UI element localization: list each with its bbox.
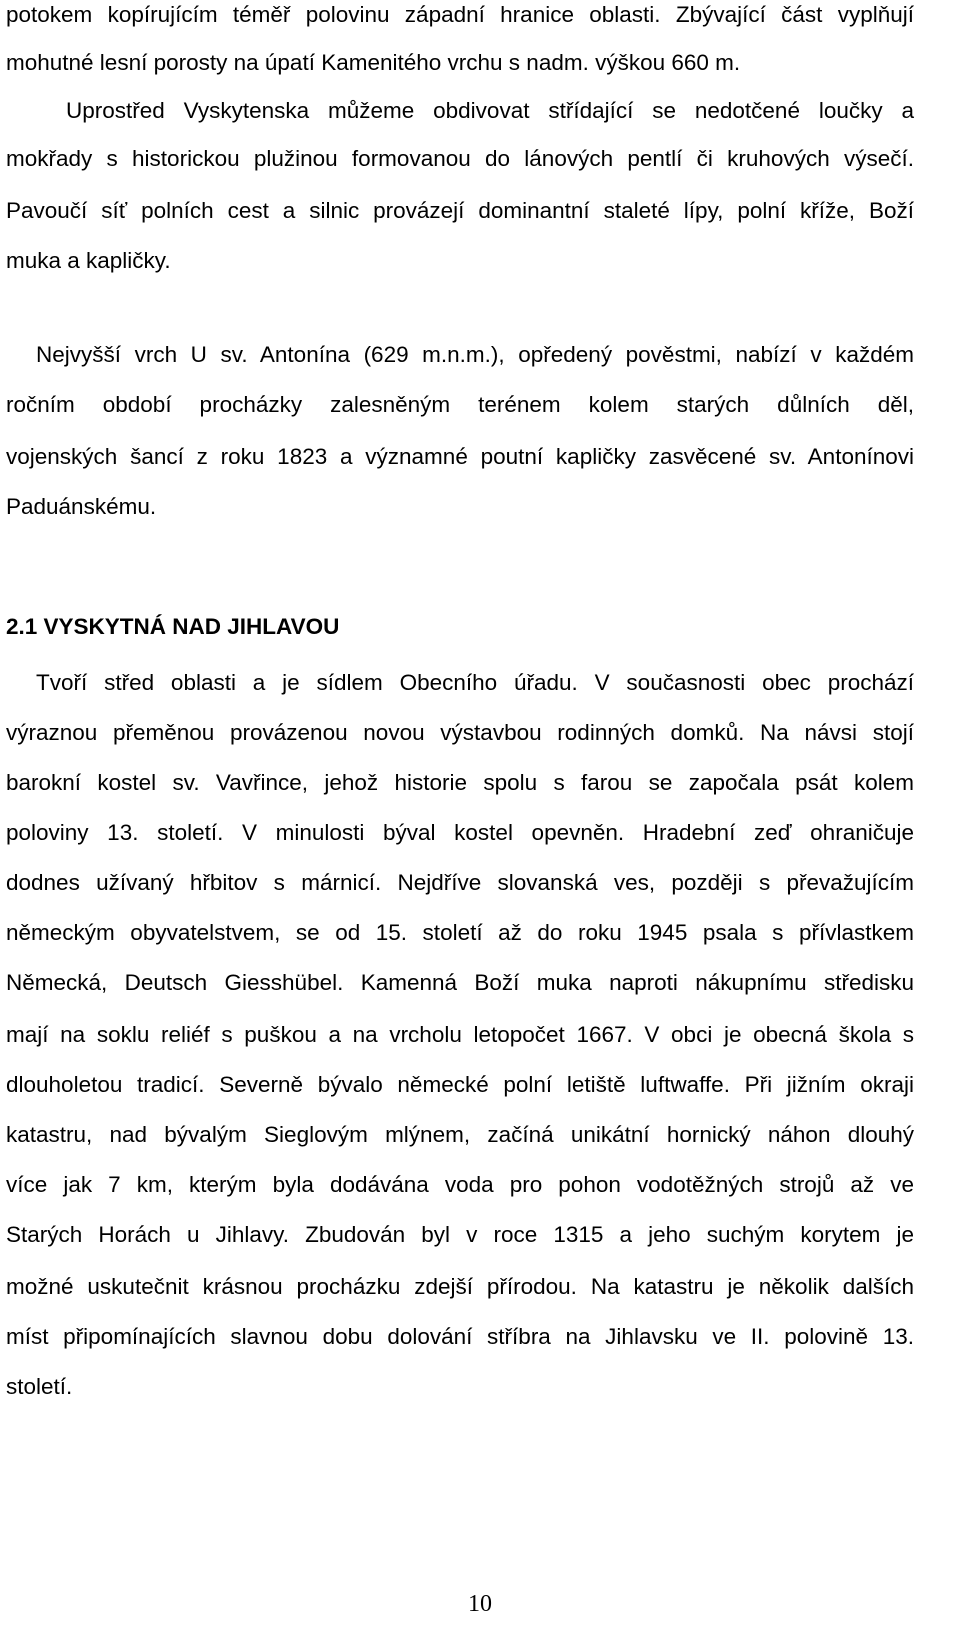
text-line: mají na soklu reliéf s puškou a na vrcholu letopočet 1667. V obci je obecná škola s (6, 1022, 914, 1047)
text-line: dlouholetou tradicí. Severně bývalo německé polní letiště luftwaffe. Při jižním okraji (6, 1072, 914, 1097)
text-line: německým obyvatelstvem, se od 15. století až do roku 1945 psala s přívlastkem (6, 920, 914, 945)
text-line: barokní kostel sv. Vavřince, jehož historie spolu s farou se započala psát kolem (6, 770, 914, 795)
text-line: muka a kapličky. (6, 248, 171, 273)
text-line: mohutné lesní porosty na úpatí Kamenitého vrchu s nadm. výškou 660 m. (6, 50, 741, 75)
text-line: poloviny 13. století. V minulosti býval kostel opevněn. Hradební zeď ohraničuje (6, 820, 914, 845)
text-line: výraznou přeměnou provázenou novou výstavbou rodinných domků. Na návsi stojí (6, 720, 914, 745)
text-line: více jak 7 km, kterým byla dodávána voda pro pohon vodotěžných strojů až ve (6, 1172, 914, 1197)
text-line: ročním období procházky zalesněným terénem kolem starých důlních děl, (6, 392, 914, 417)
text-line: Pavoučí síť polních cest a silnic provázejí dominantní staleté lípy, polní kříže, Boží (6, 198, 914, 223)
text-line: Německá, Deutsch Giesshübel. Kamenná Boží muka naproti nákupnímu středisku (6, 970, 914, 995)
text-line: vojenských šancí z roku 1823 a významné poutní kapličky zasvěcené sv. Antonínovi (6, 444, 914, 469)
text-line: potokem kopírujícím téměř polovinu západní hranice oblasti. Zbývající část vyplňují (6, 2, 914, 27)
text-line: Starých Horách u Jihlavy. Zbudován byl v roce 1315 a jeho suchým korytem je (6, 1222, 914, 1247)
text-line: Uprostřed Vyskytenska můžeme obdivovat střídající se nedotčené loučky a (66, 98, 914, 123)
text-line: katastru, nad bývalým Sieglovým mlýnem, začíná unikátní hornický náhon dlouhý (6, 1122, 914, 1147)
page-number: 10 (468, 1591, 492, 1617)
section-heading: 2.1 VYSKYTNÁ NAD JIHLAVOU (6, 614, 340, 639)
text-line: mokřady s historickou plužinou formovanou do lánových pentlí či kruhových výsečí. (6, 146, 914, 171)
text-line: Nejvyšší vrch U sv. Antonína (629 m.n.m.), opředený pověstmi, nabízí v každém (36, 342, 914, 367)
text-line: století. (6, 1374, 73, 1399)
text-line: Paduánskému. (6, 494, 157, 519)
text-line: míst připomínajících slavnou dobu dolování stříbra na Jihlavsku ve II. polovině 13. (6, 1324, 914, 1349)
text-line: možné uskutečnit krásnou procházku zdejší přírodou. Na katastru je několik dalších (6, 1274, 914, 1299)
text-line: Tvoří střed oblasti a je sídlem Obecního úřadu. V současnosti obec prochází (36, 670, 914, 695)
text-line: dodnes užívaný hřbitov s márnicí. Nejdříve slovanská ves, později s převažujícím (6, 870, 914, 895)
